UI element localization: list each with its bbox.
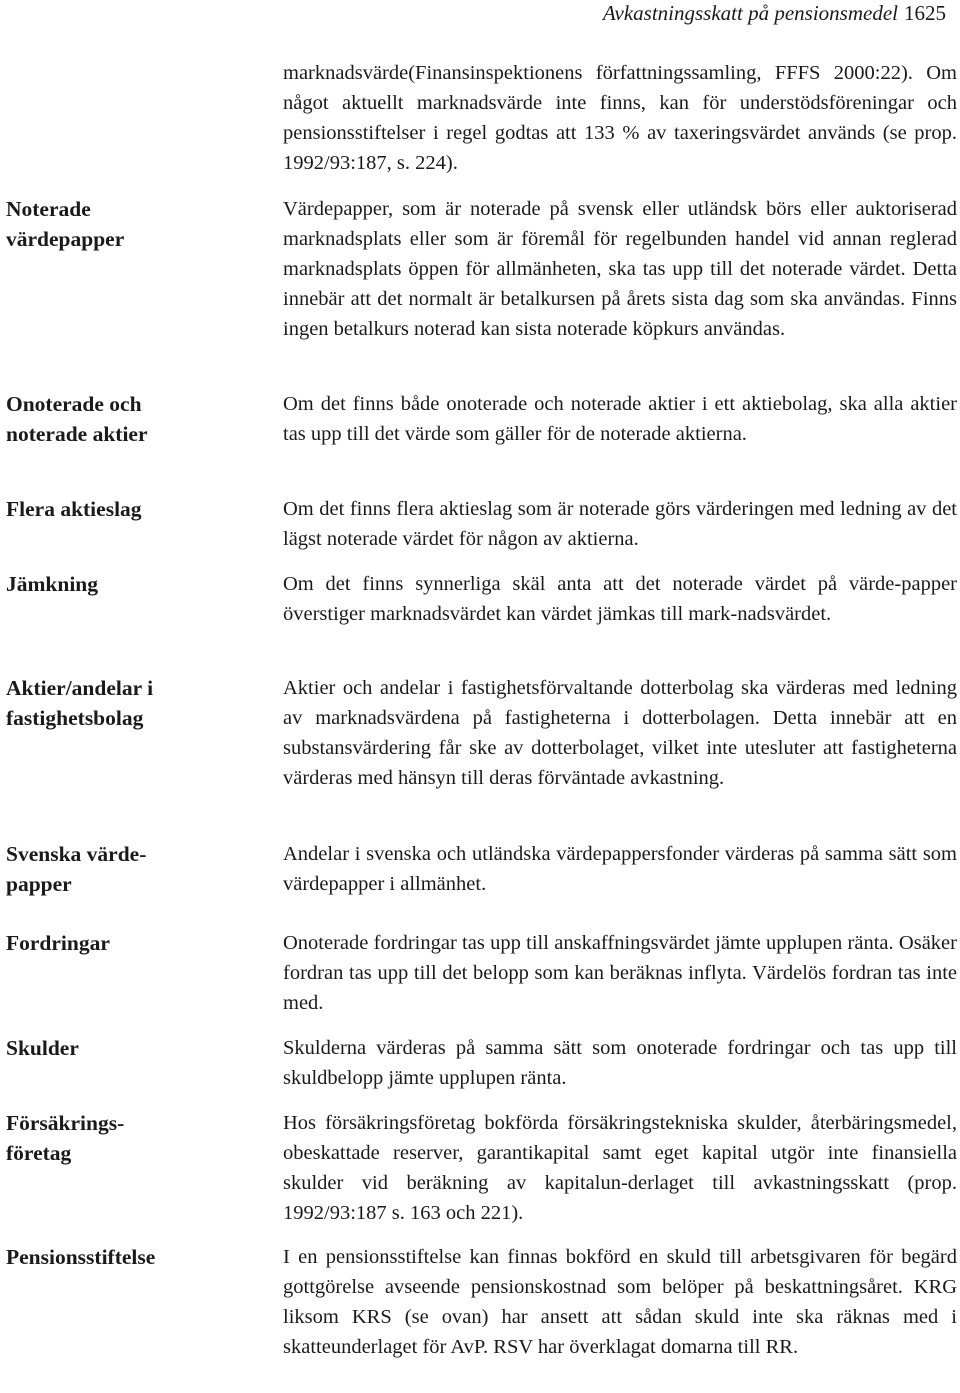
paragraph-svenska-vardepapper: Andelar i svenska och utländska värdepappersfonder värderas på samma sätt som värdepapper i allmänhet. bbox=[283, 843, 957, 895]
paragraph-jamkning: Om det finns synnerliga skäl anta att det noterade värdet på värde-papper överstiger marknadsvärdet kan värdet jämkas till mark-nadsvärdet. bbox=[283, 573, 957, 625]
margin-heading-flera-aktieslag: Flera aktieslag bbox=[6, 497, 142, 521]
paragraph-forsakringsforetag: Hos försäkringsföretag bokförda försäkringstekniska skulder, återbäringsmedel, obeskattade reserver, garantikapital samt eget kapital utgör inte finansiella skulder vid beräkning av kapitalun-derlaget till avkastningsskatt (prop. 1992/93:187 s. 163 och 221). bbox=[283, 1112, 957, 1224]
margin-heading-onoterade-och-noterade-aktier: Onoterade och noterade aktier bbox=[6, 392, 148, 446]
page-number: 1625 bbox=[904, 1, 946, 25]
margin-heading-skulder: Skulder bbox=[6, 1036, 79, 1060]
margin-heading-forsakringsforetag: Försäkrings- företag bbox=[6, 1111, 125, 1165]
margin-heading-fordringar: Fordringar bbox=[6, 931, 110, 955]
paragraph-fordringar: Onoterade fordringar tas upp till anskaffningsvärdet jämte upplupen ränta. Osäker fordran tas upp till det belopp som kan beräknas inflyta. Värdelös fordran tas inte med. bbox=[283, 932, 957, 1014]
paragraph-noterade-vardepapper: Värdepapper, som är noterade på svensk eller utländsk börs eller auktoriserad marknadsplats eller som är föremål för regelbunden handel vid annan reglerad marknadsplats öppen för allmänheten, ska tas upp till det noterade värdet. Detta innebär att det normalt är betalkursen på årets sista dag som ska användas. Finns ingen betalkurs noterad kan sista noterade köpkurs användas. bbox=[283, 198, 957, 340]
paragraph-skulder: Skulderna värderas på samma sätt som onoterade fordringar och tas upp till skuldbelopp jämte upplupen ränta. bbox=[283, 1037, 957, 1089]
running-title: Avkastningsskatt på pensionsmedel bbox=[602, 1, 898, 25]
running-header bbox=[603, 0, 946, 26]
margin-heading-svenska-vardepapper: Svenska värde- papper bbox=[6, 842, 147, 896]
margin-heading-noterade-vardepapper: Noterade värdepapper bbox=[6, 197, 125, 251]
paragraph-onoterade-och-noterade: Om det finns både onoterade och noterade aktier i ett aktiebolag, ska alla aktier tas upp till det värde som gäller för de noterade aktierna. bbox=[283, 393, 957, 445]
paragraph-flera-aktieslag: Om det finns flera aktieslag som är noterade görs värderingen med ledning av det lägst noterade värdet för någon av aktierna. bbox=[283, 498, 957, 550]
margin-heading-jamkning: Jämkning bbox=[6, 572, 99, 596]
margin-heading-pensionsstiftelse: Pensionsstiftelse bbox=[6, 1245, 156, 1269]
paragraph-marknadsvarde: marknadsvärde(Finansinspektionens författningssamling, FFFS 2000:22). Om något aktuellt marknadsvärde inte finns, kan för understödsföreningar och pensionsstiftelser i regel godtas att 133 % av taxeringsvärdet används (se prop. 1992/93:187, s. 224). bbox=[283, 62, 957, 174]
paragraph-fastighetsbolag: Aktier och andelar i fastighetsförvaltande dotterbolag ska värderas med ledning av marknadsvärdena på fastigheterna i dotterbolagen. Detta innebär att en substansvärdering får ske av dotterbolaget, vilket inte utesluter att fastigheterna värderas med hänsyn till deras förväntade avkastning. bbox=[283, 677, 957, 789]
paragraph-pensionsstiftelse: I en pensionsstiftelse kan finnas bokförd en skuld till arbetsgivaren för begärd gottgörelse avseende pensionskostnad som belöper på beskattningsåret. KRG liksom KRS (se ovan) har ansett att sådan skuld inte ska räknas med i skatteunderlaget för AvP. RSV har överklagat domarna till RR. bbox=[283, 1246, 957, 1358]
margin-heading-aktier-andelar-fastighetsbolag: Aktier/andelar i fastighetsbolag bbox=[6, 676, 154, 730]
